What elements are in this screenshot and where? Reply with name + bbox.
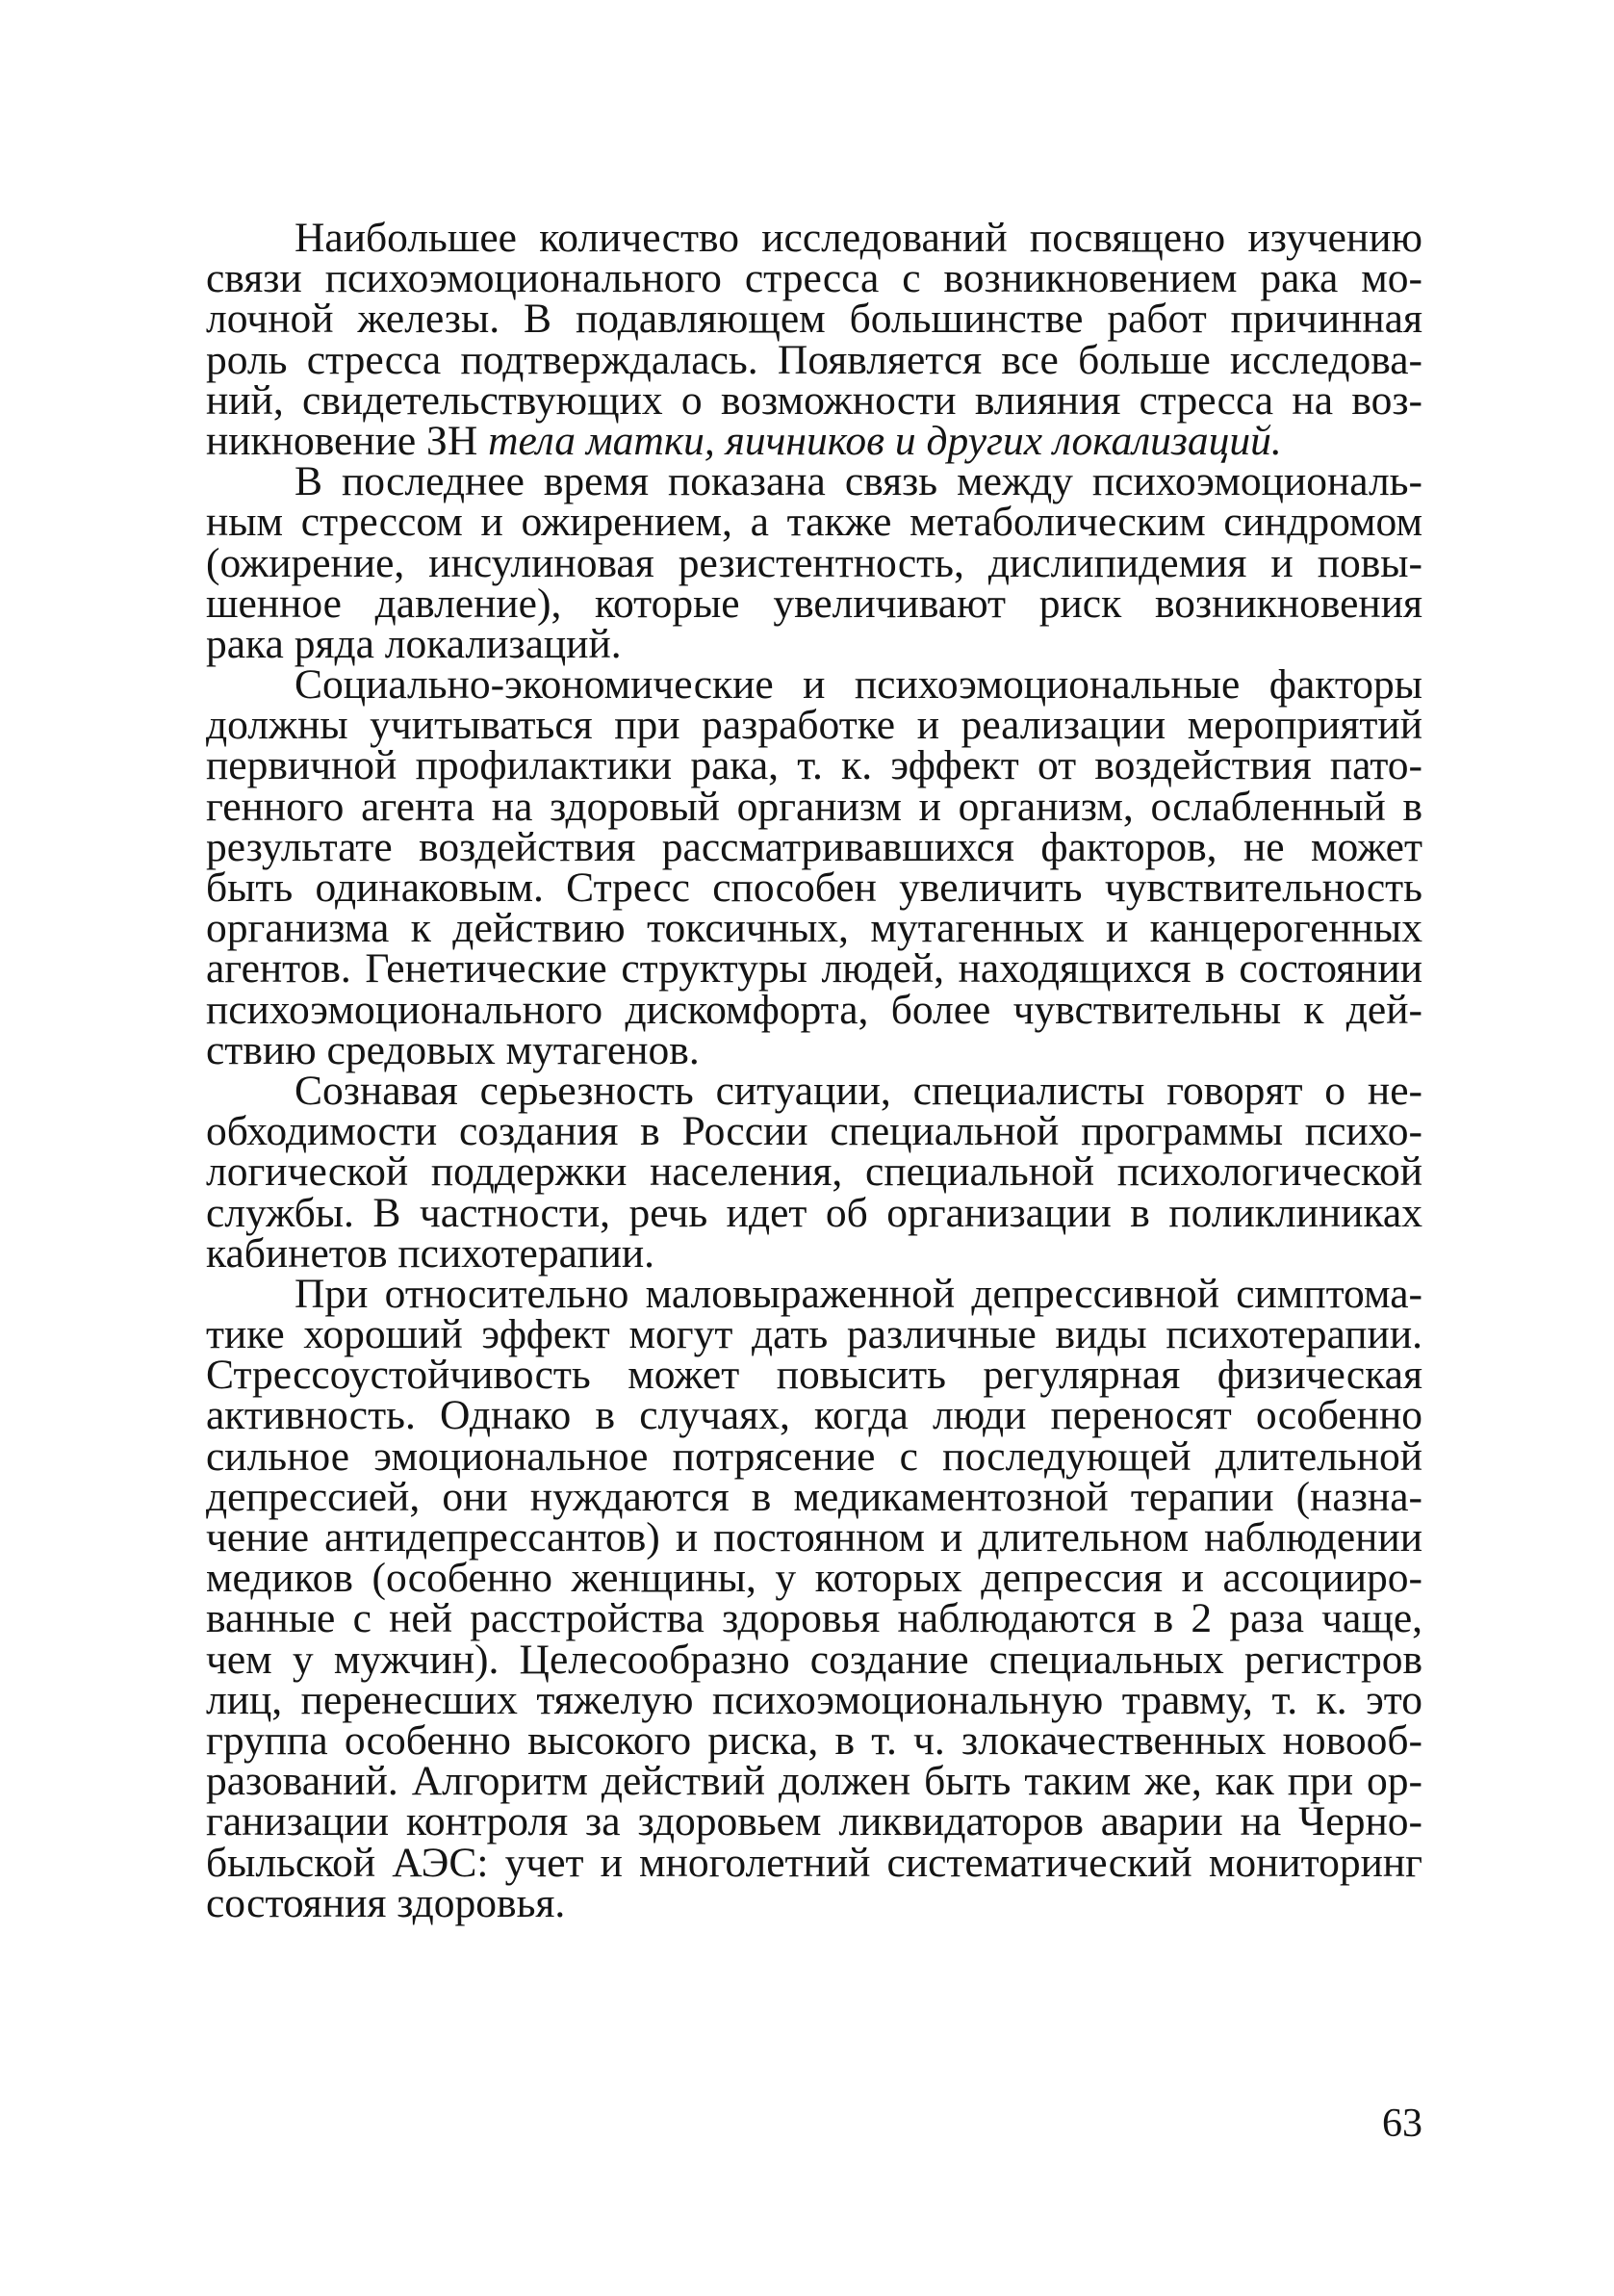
text-line: связи психоэмоционального стресса с возникновением рака мо- (206, 255, 1422, 302)
text-line: организма к действию токсичных, мутагенных и канцерогенных (206, 905, 1422, 952)
page-number: 63 (1382, 2102, 1422, 2146)
text-line: ным стрессом и ожирением, а также метаболическим синдромом (206, 499, 1422, 546)
text-line: группа особенно высокого риска, в т. ч. злокачественных новооб- (206, 1716, 1422, 1764)
text-line: состояния здоровья. (206, 1879, 566, 1926)
paragraph (206, 1067, 1422, 1277)
text-line: быльской АЭС: учет и многолетний систематический мониторинг (206, 1839, 1422, 1886)
text-line: службы. В частности, речь идет об организации в поликлиниках (206, 1189, 1422, 1236)
text-line: Наибольшее количество исследований посвящено изучению (295, 215, 1422, 261)
text-line: чем у мужчин). Целесообразно создание специальных регистров (206, 1636, 1422, 1683)
text-line: медиков (особенно женщины, у которых депрессия и ассоцииро- (206, 1555, 1422, 1602)
paragraph (206, 215, 1422, 464)
text-line: роль стресса подтверждалась. Появляется все больше исследова- (206, 336, 1422, 383)
text-line: Сознавая серьезность ситуации, специалисты говорят о не- (295, 1067, 1422, 1114)
text-line: результате воздействия рассматривавшихся факторов, не может (206, 823, 1422, 870)
text-line: никновение ЗН тела матки, яичников и других локализаций. (206, 417, 1282, 464)
text-line: При относительно маловыраженной депрессивной симптома- (295, 1270, 1422, 1317)
text-line: депрессией, они нуждаются в медикаментозной терапии (назна- (206, 1473, 1422, 1520)
text-line: тике хороший эффект могут дать различные виды психотерапии. (206, 1311, 1422, 1358)
text-line: В последнее время показана связь между психоэмоциональ- (295, 458, 1422, 505)
text-line: лиц, перенесших тяжелую психоэмоциональную травму, т. к. это (206, 1676, 1422, 1723)
text-line: обходимости создания в России специальной программы психо- (206, 1108, 1422, 1155)
text-line: (ожирение, инсулиновая резистентность, дислипидемия и повы- (206, 539, 1422, 586)
text-line: ганизации контроля за здоровьем ликвидаторов аварии на Черно- (206, 1798, 1422, 1845)
paragraph (206, 661, 1422, 1073)
text-line: шенное давление), которые увеличивают риск возникновения (206, 580, 1422, 627)
text-line: рака ряда локализаций. (206, 620, 622, 667)
text-line: быть одинаковым. Стресс способен увеличить чувствительность (206, 864, 1422, 911)
text-line: первичной профилактики рака, т. к. эффект от воздействия пато- (206, 742, 1422, 789)
text-line: психоэмоционального дискомфорта, более чувствительны к дей- (206, 986, 1422, 1033)
text-line: Социально-экономические и психоэмоциональные факторы (295, 661, 1422, 709)
text-line: логической поддержки населения, специальной психологической (206, 1148, 1422, 1196)
text-line: ний, свидетельствующих о возможности влияния стресса на воз- (206, 376, 1422, 424)
text-line: должны учитываться при разработке и реализации мероприятий (206, 702, 1422, 749)
text-line: генного агента на здоровый организм и организм, ослабленный в (206, 783, 1422, 830)
text-line: разований. Алгоритм действий должен быть таким же, как при ор- (206, 1758, 1422, 1805)
text-line: чение антидепрессантов) и постоянном и длительном наблюдении (206, 1514, 1422, 1561)
text-line: активность. Однако в случаях, когда люди переносят особенно (206, 1392, 1422, 1439)
body-text (206, 215, 1422, 1926)
text-line: лочной железы. В подавляющем большинстве работ причинная (206, 296, 1422, 343)
text-line: ствию средовых мутагенов. (206, 1026, 700, 1073)
paragraph (206, 1270, 1422, 1926)
paragraph (206, 458, 1422, 667)
text-line: ванные с ней расстройства здоровья наблюдаются в 2 раза чаще, (206, 1595, 1422, 1642)
text-line: агентов. Генетические структуры людей, находящихся в состоянии (206, 945, 1422, 993)
text-line: кабинетов психотерапии. (206, 1229, 655, 1277)
text-line: Стрессоустойчивость может повысить регулярная физическая (206, 1352, 1422, 1399)
text-line: сильное эмоциональное потрясение с последующей длительной (206, 1432, 1422, 1480)
